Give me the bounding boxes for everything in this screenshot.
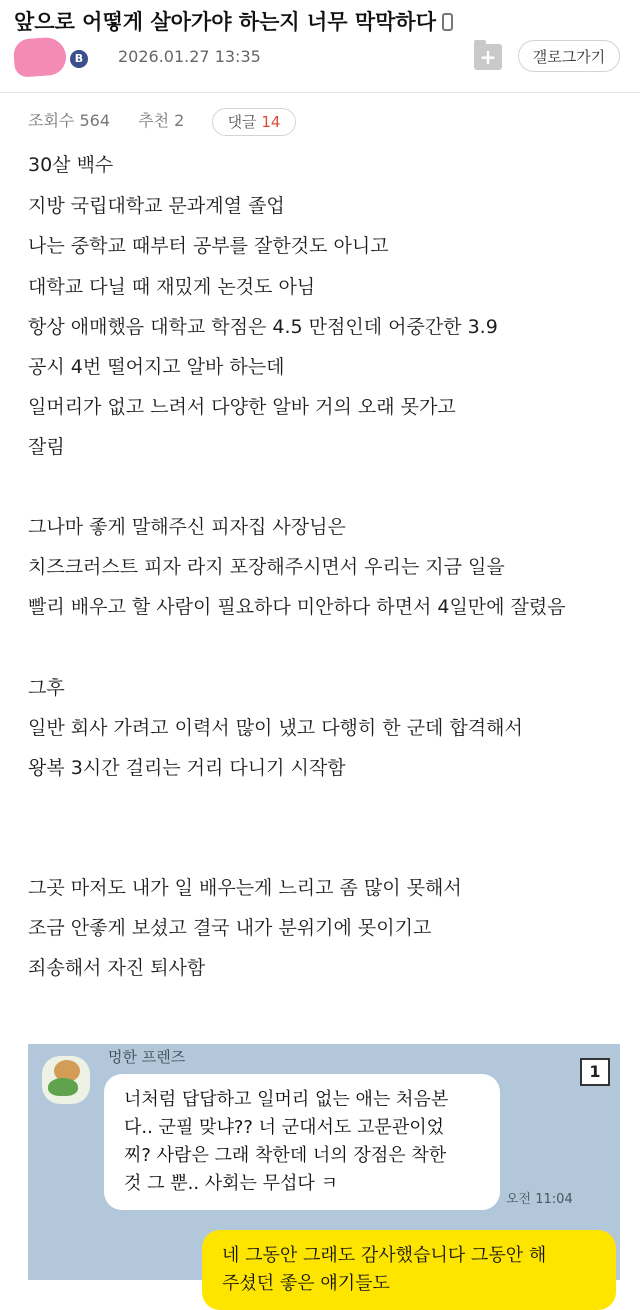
turtle-icon: [48, 1078, 78, 1096]
message-line: 주셨던 좋은 얘기들도: [222, 1273, 390, 1294]
post-date: 2026.01.27 13:35: [118, 47, 261, 66]
message-line: 다.. 군필 맞냐?? 너 군대서도 고문관이었: [124, 1117, 444, 1138]
author-nickname-redacted[interactable]: [13, 36, 68, 78]
post-title-text: 앞으로 어떻게 살아가야 하는지 너무 막막하다: [14, 10, 436, 34]
body-line: 대학교 다닐 때 재밌게 논것도 아님: [28, 276, 316, 298]
body-line: 그후: [28, 677, 65, 699]
message-line: 찌? 사람은 그래 착한데 너의 장점은 착한: [124, 1145, 447, 1166]
body-line: 항상 애매했음 대학교 학점은 4.5 만점인데 어중간한 3.9: [28, 316, 498, 338]
body-line: 일머리가 없고 느려서 다양한 알바 거의 오래 못가고: [28, 396, 456, 418]
chat-screenshot: [28, 1044, 620, 1294]
mobile-icon: [442, 13, 453, 31]
message-line: 것 그 뿐.. 사회는 무섭다 ㅋ: [124, 1173, 338, 1194]
post-stats: [28, 108, 184, 131]
view-count: 조회수 564: [28, 111, 110, 130]
chat-sender-name: 멍한 프렌즈: [108, 1048, 186, 1066]
body-line: 일반 회사 가려고 이력서 많이 냈고 다행히 한 군데 합격해서: [28, 717, 523, 739]
profile-avatar: [42, 1056, 90, 1104]
add-folder-button[interactable]: [474, 44, 502, 70]
recommend-count: 추천 2: [138, 111, 185, 130]
body-line: 지방 국립대학교 문과계열 졸업: [28, 195, 285, 217]
body-line: 공시 4번 떨어지고 알바 하는데: [28, 356, 285, 378]
message-time: 오전 11:04: [506, 1192, 573, 1207]
body-line: 빨리 배우고 할 사람이 필요하다 미안하다 하면서 4일만에 잘렸음: [28, 596, 566, 618]
body-line: 죄송해서 자진 퇴사함: [28, 957, 206, 979]
body-line: 30살 백수: [28, 154, 114, 176]
comment-label: 댓글: [227, 113, 257, 131]
body-line: 그나마 좋게 말해주신 피자집 사장님은: [28, 516, 346, 538]
header-divider: [0, 92, 640, 93]
body-line: 잘림: [28, 436, 65, 458]
member-badge-icon: B: [70, 50, 88, 68]
unread-count-badge: 1: [580, 1058, 610, 1086]
comment-count-button[interactable]: [212, 108, 296, 136]
post-title: [14, 6, 453, 36]
plus-icon: +: [479, 45, 497, 69]
body-line: 치즈크러스트 피자 라지 포장해주시면서 우리는 지금 일을: [28, 556, 505, 578]
body-line: 왕복 3시간 걸리는 거리 다니기 시작함: [28, 757, 346, 779]
incoming-message-bubble: [104, 1074, 500, 1210]
message-line: 너처럼 답답하고 일머리 없는 애는 처음본: [124, 1089, 449, 1110]
body-line: 그곳 마저도 내가 일 배우는게 느리고 좀 많이 못해서: [28, 877, 462, 899]
body-line: 조금 안좋게 보셨고 결국 내가 분위기에 못이기고: [28, 917, 432, 939]
gallog-button[interactable]: 갤로그가기: [518, 40, 620, 72]
comment-count: 14: [261, 113, 281, 131]
message-line: 네 그동안 그래도 감사했습니다 그동안 해: [222, 1245, 547, 1266]
body-line: 나는 중학교 때부터 공부를 잘한것도 아니고: [28, 235, 389, 257]
outgoing-message-bubble: [202, 1230, 616, 1310]
